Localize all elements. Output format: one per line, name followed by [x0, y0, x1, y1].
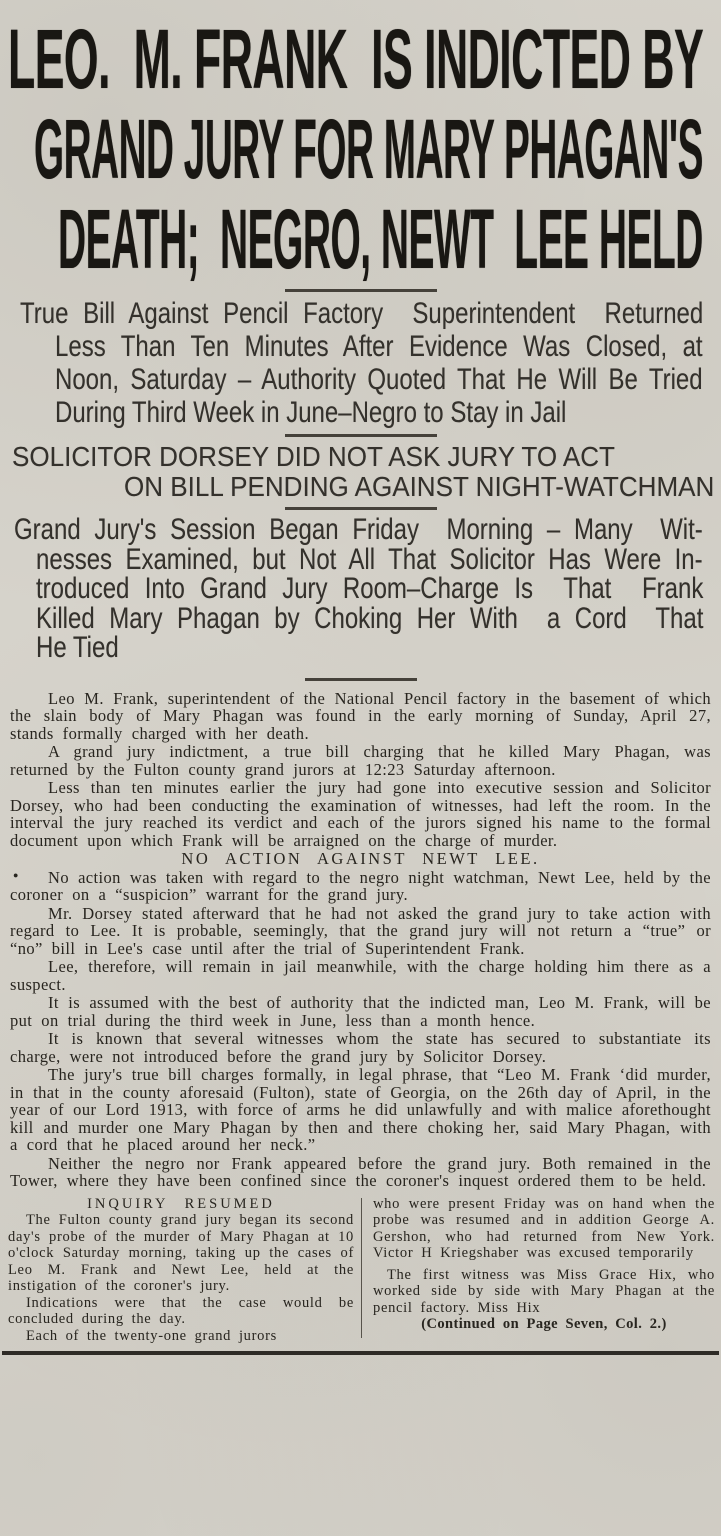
body-paragraph: It is assumed with the best of authority that the indicted man, Leo M. Frank, will be put on trial during the third week in June, less than a month hence.: [10, 993, 711, 1030]
deck-text: Less Than Ten Minutes After Evidence Was Closed, at: [55, 330, 703, 363]
deck-true-bill: [0, 297, 721, 429]
column-right: [364, 1196, 715, 1345]
deck-grand-jury-session: [0, 515, 721, 663]
deck-line: [12, 442, 703, 472]
headline-text: LEO. M. FRANK IS INDICTED BY: [8, 12, 704, 106]
headline-text: DEATH; NEGRO, NEWT LEE HELD: [58, 192, 703, 286]
column-paragraph: The first witness was Miss Grace Hix, who worked side by side with Mary Phagan at the pencil factory. Miss Hix: [373, 1266, 715, 1316]
body-paragraph: Less than ten minutes earlier the jury had gone into executive session and Solicitor Dorsey, who had been conducting the examination of witnesses, had left the room. In the interval the jury reached its verdict and each of the jurors signed his name to the formal document upon which Frank will be arraigned on the charge of murder.: [10, 778, 711, 850]
deck-text: True Bill Against Pencil Factory Superintendent Returned: [20, 297, 704, 330]
column-paragraph: who were present Friday was on hand when the probe was resumed and in addition George A. Gershon, who had returned from New York. Victor H Kriegshaber was excused temporarily: [373, 1195, 715, 1261]
body-paragraph: Mr. Dorsey stated afterward that he had not asked the grand jury to take action with regard to Lee. It is probable, seemingly, that the grand jury will not return a “true” or “no” bill in Lee's case until after the trial of Superintendent Frank.: [10, 903, 711, 958]
body-paragraph-wrap: [10, 869, 711, 904]
column-divider: [361, 1198, 362, 1339]
deck-text: He Tied: [36, 631, 119, 664]
deck-line: [14, 515, 703, 545]
deck-line: [36, 601, 704, 635]
deck-line: [20, 297, 703, 330]
body-paragraph: It is known that several witnesses whom the state has secured to substantiate its charge, were not introduced before the grand jury by Solicitor Dorsey.: [10, 1029, 711, 1066]
column-left: [8, 1196, 359, 1345]
deck-text: Killed Mary Phagan by Choking Her With a Cord That: [36, 601, 704, 635]
deck-line: [124, 471, 715, 502]
divider-rule: [285, 507, 437, 510]
deck-line: [36, 633, 703, 663]
divider-rule: [285, 434, 437, 437]
bottom-rule: [2, 1351, 719, 1355]
deck-text: Grand Jury's Session Began Friday Morning – Many Wit-: [14, 513, 703, 546]
column-paragraph: Indications were that the case would be concluded during the day.: [8, 1294, 354, 1327]
article-body: [0, 690, 721, 1190]
crosshead-inquiry-resumed: INQUIRY RESUMED: [87, 1195, 275, 1212]
divider-rule: [305, 678, 417, 681]
headline-text: GRAND JURY FOR MARY PHAGAN'S: [34, 102, 703, 196]
headline-line-1: [8, 14, 703, 104]
deck-line: [55, 363, 703, 396]
deck-text: nesses Examined, but Not All That Solicitor Has Were In-: [36, 542, 703, 576]
paragraph-marker: ●: [13, 869, 19, 880]
deck-line: [55, 396, 703, 429]
deck-line: [36, 574, 703, 604]
headline-line-3: [58, 194, 703, 284]
body-paragraph: Lee, therefore, will remain in jail meanwhile, with the charge holding him there as a suspect.: [10, 957, 711, 994]
column-paragraph: The Fulton county grand jury began its second day's probe of the murder of Mary Phagan at 10 o'clock Saturday morning, taking up the cases of Leo M. Frank and Newt Lee, held at the instigation of the coroner's jury.: [8, 1212, 354, 1294]
headline-line-2: [34, 104, 703, 194]
body-paragraph: The jury's true bill charges formally, in legal phrase, that “Leo M. Frank ‘did murder, in that in the county aforesaid (Fulton), state of Georgia, on the 26th day of April, in the year of our Lord 1913, with force of arms he did unlawfully and with malice aforethought kill and murder one Mary Phagan by then and there choking her, said Mary Phagan, with a cord that he placed around her neck.”: [10, 1065, 711, 1154]
body-paragraph: A grand jury indictment, a true bill charging that he killed Mary Phagan, was returned by the Fulton county grand jurors at 12:23 Saturday afternoon.: [10, 742, 711, 779]
body-paragraph: No action was taken with regard to the negro night watchman, Newt Lee, held by the coroner on a “suspicion” warrant for the grand jury.: [10, 867, 711, 904]
deck-text: During Third Week in June–Negro to Stay in Jail: [55, 396, 567, 429]
body-paragraph: Leo M. Frank, superintendent of the National Pencil factory in the basement of which the slain body of Mary Phagan was found in the early morning of Sunday, April 27, stands formally charged with her death.: [10, 688, 711, 743]
divider-rule: [285, 289, 437, 292]
deck-text: troduced Into Grand Jury Room–Charge Is That Frank: [36, 572, 704, 605]
two-column-section: [0, 1196, 721, 1345]
deck-text: Noon, Saturday – Authority Quoted That He Will Be Tried: [55, 363, 703, 396]
body-paragraph: Neither the negro nor Frank appeared before the grand jury. Both remained in the Tower, where they have been confined since the coroner's inquest ordered them to be held.: [10, 1153, 711, 1190]
crosshead-no-action: NO ACTION AGAINST NEWT LEE.: [181, 849, 540, 868]
main-headline: [0, 14, 721, 284]
deck-text: ON BILL PENDING AGAINST NIGHT-WATCHMAN: [124, 471, 715, 502]
column-paragraph: Each of the twenty-one grand jurors: [26, 1327, 277, 1344]
deck-line: [36, 542, 703, 576]
continued-notice: (Continued on Page Seven, Col. 2.): [421, 1316, 667, 1332]
deck-line: [55, 330, 703, 363]
deck-text: SOLICITOR DORSEY DID NOT ASK JURY TO ACT: [12, 441, 615, 472]
deck-solicitor-dorsey: [0, 442, 721, 502]
